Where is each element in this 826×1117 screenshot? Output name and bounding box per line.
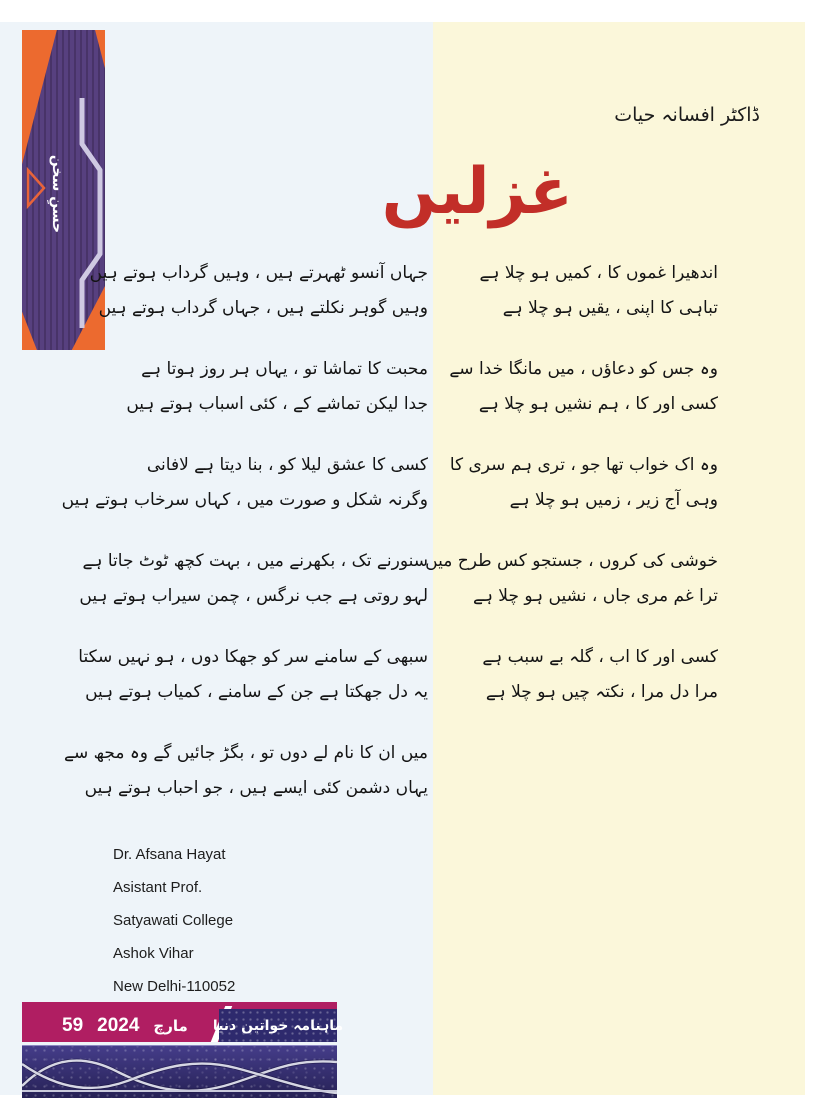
couplet (418, 544, 718, 614)
couplet (418, 448, 718, 518)
triangle-outline-icon (28, 170, 44, 206)
verse-line: سبھی کے سامنے سر کو جھکا دوں ، ہو نہیں سکتا (78, 647, 428, 667)
verse-line: جہاں آنسو ٹھہرتے ہیں ، وہیں گرداب ہوتے ہیں (89, 263, 428, 283)
page-number: 59 (62, 1014, 84, 1036)
ghazal-column-right (418, 256, 718, 736)
address-line: New Delhi-110052 (113, 978, 236, 995)
verse-line: میں ان کا نام لے دوں تو ، بگڑ جائیں گے وہ مجھ سے (64, 743, 428, 763)
verse-line: یہ دل جھکتا ہے جن کے سامنے ، کمیاب ہوتے ہیں (85, 682, 428, 702)
verse-line: خوشی کی کروں ، جستجو کس طرح میں (425, 551, 718, 571)
verse-line: وہ جس کو دعاؤں ، میں مانگا خدا سے (449, 359, 718, 379)
verse-line: وہ اک خواب تھا جو ، تری ہم سری کا (449, 455, 718, 475)
issue-year: 2024 (97, 1014, 140, 1036)
verse-line: مرا دل مرا ، نکتہ چیں ہو چلا ہے (485, 682, 718, 702)
couplet (89, 256, 428, 326)
couplet (418, 256, 718, 326)
address-line: Satyawati College (113, 912, 234, 929)
author-name: ڈاکٹر افسانہ حیات (614, 104, 760, 126)
verse-line: سنورنے تک ، بکھرنے میں ، بہت کچھ ٹوٹ جاتا ہے (82, 551, 428, 571)
footer-band (22, 1002, 344, 1042)
magazine-name: ماہنامہ خواتین دنیا (212, 1017, 344, 1034)
verse-line: اندھیرا غموں کا ، کمیں ہو چلا ہے (479, 263, 718, 283)
section-banner (22, 30, 105, 350)
couplet (418, 640, 718, 710)
footer-magazine-block (212, 1009, 344, 1042)
verse-line: وہی آج زیر ، زمیں ہو چلا ہے (509, 490, 718, 510)
verse-line: وگرنہ شکل و صورت میں ، کہاں سرخاب ہوتے ہیں (61, 490, 428, 510)
verse-line: محبت کا تماشا تو ، یہاں ہر روز ہوتا ہے (141, 359, 428, 379)
ghazal-column-left (61, 256, 428, 832)
verse-line: وہیں گوہر نکلتے ہیں ، جہاں گرداب ہوتے ہیں (98, 298, 428, 318)
couplet (418, 352, 718, 422)
verse-line: یہاں دشمن کئی ایسے ہیں ، جو احباب ہوتے ہیں (84, 778, 428, 798)
footer-issue-info (62, 1009, 188, 1042)
couplet (98, 352, 428, 422)
couplet (78, 640, 428, 710)
couplet (64, 736, 428, 806)
wave-decoration (22, 1045, 337, 1098)
verse-line: لہو روتی ہے جب نرگس ، چمن سیراب ہوتے ہیں (79, 586, 428, 606)
address-line: Dr. Afsana Hayat (113, 846, 226, 863)
verse-line: کسی اور کا اب ، گلہ بے سبب ہے (482, 647, 718, 667)
banner-label: حسنِ سخن (49, 154, 65, 234)
page-title: غزلیں (381, 155, 573, 229)
author-address (113, 838, 235, 1003)
verse-line: کسی اور کا ، ہم نشیں ہو چلا ہے (478, 394, 718, 414)
address-line: Asistant Prof. (113, 879, 203, 896)
verse-line: جدا لیکن تماشے کے ، کئی اسباب ہوتے ہیں (126, 394, 428, 414)
couplet (79, 544, 428, 614)
verse-line: ترا غم مری جاں ، نشیں ہو چلا ہے (472, 586, 718, 606)
couplet (61, 448, 428, 518)
verse-line: کسی کا عشق لیلا کو ، بنا دیتا ہے لافانی (146, 455, 428, 475)
wave-lines-icon (22, 1046, 337, 1099)
verse-line: تباہی کا اپنی ، یقیں ہو چلا ہے (502, 298, 718, 318)
address-line: Ashok Vihar (113, 945, 194, 962)
issue-month: مارچ (153, 1016, 188, 1035)
